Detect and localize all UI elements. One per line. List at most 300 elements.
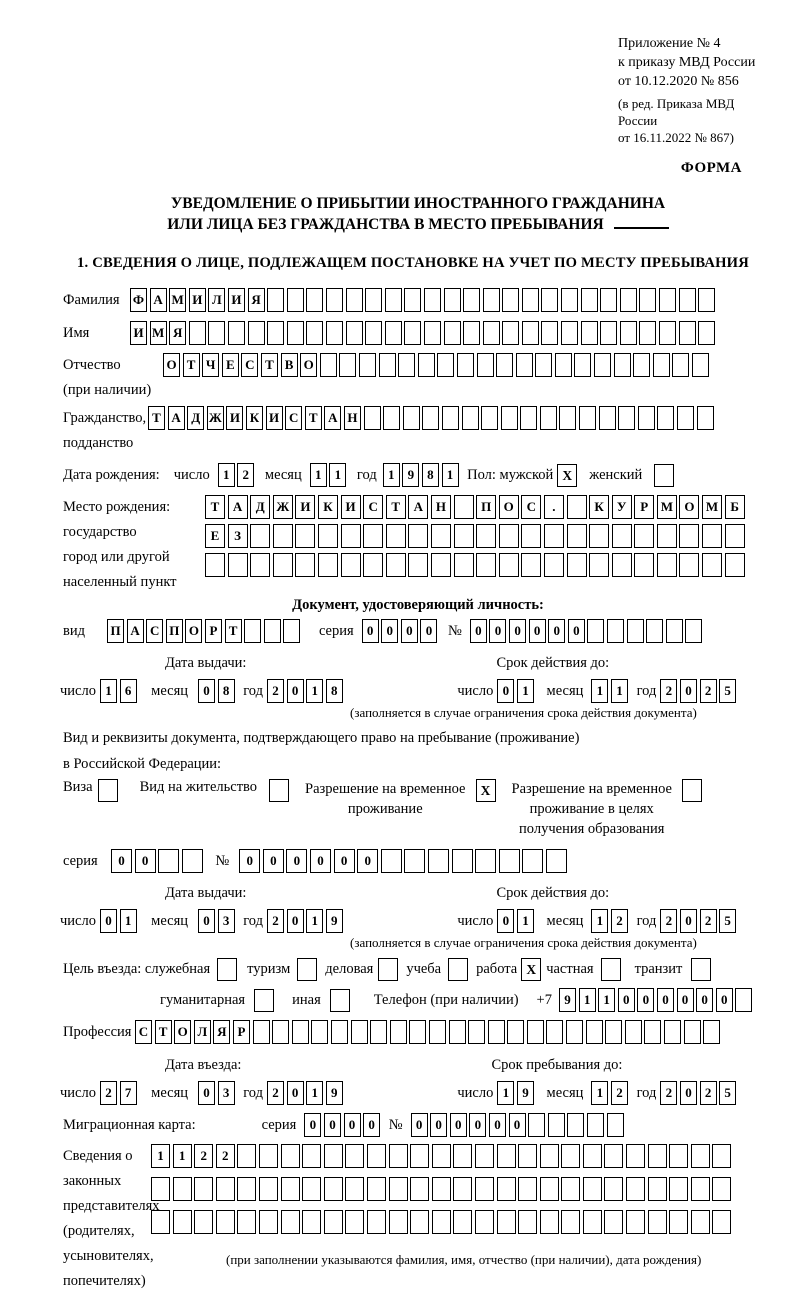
char-cell xyxy=(626,1144,645,1168)
char-cell xyxy=(324,1210,343,1234)
char-cell xyxy=(379,353,396,377)
char-cell xyxy=(703,1020,720,1044)
char-cell: М xyxy=(169,288,186,312)
label-line: населенный пункт xyxy=(63,574,177,590)
doc-issue-year-cells xyxy=(267,679,345,703)
char-cell xyxy=(189,321,206,345)
char-cell xyxy=(644,1020,661,1044)
char-cell: Е xyxy=(222,353,239,377)
char-cell xyxy=(666,619,683,643)
purpose-private-label: частная xyxy=(546,960,594,977)
char-cell xyxy=(712,1210,731,1234)
char-cell xyxy=(463,288,480,312)
char-cell xyxy=(589,524,609,548)
char-cell: И xyxy=(189,288,206,312)
char-cell: 1 xyxy=(517,909,534,933)
profession-label: Профессия xyxy=(63,1023,132,1040)
givenname-label: Имя xyxy=(63,324,90,341)
char-cell xyxy=(410,1210,429,1234)
char-cell xyxy=(367,1144,386,1168)
char-cell xyxy=(561,1177,580,1201)
purpose-transit-checkbox xyxy=(691,958,711,981)
char-cell: 0 xyxy=(411,1113,428,1137)
char-cell xyxy=(295,524,315,548)
char-cell xyxy=(454,553,474,577)
char-cell: С xyxy=(241,353,258,377)
migration-series-label: серия xyxy=(261,1116,297,1133)
migration-card-label: Миграционная карта: xyxy=(63,1116,196,1133)
entry-date-header: Дата въезда: xyxy=(165,1056,242,1073)
char-cell: 0 xyxy=(362,619,379,643)
char-cell: Е xyxy=(205,524,225,548)
form-title xyxy=(60,193,776,235)
char-cell: 0 xyxy=(304,1113,321,1137)
edition-line: от 16.11.2022 № 867) xyxy=(618,130,735,145)
char-cell xyxy=(283,619,300,643)
char-cell: 2 xyxy=(267,679,284,703)
char-cell xyxy=(389,1144,408,1168)
char-cell xyxy=(432,1144,451,1168)
label-line: Гражданство, xyxy=(63,410,147,426)
char-cell xyxy=(581,321,598,345)
char-cell xyxy=(546,849,567,873)
migration-number-cells xyxy=(411,1113,627,1137)
char-cell xyxy=(725,524,745,548)
purpose-other-checkbox xyxy=(330,989,350,1012)
label-line: Разрешение на временное xyxy=(305,781,466,797)
char-cell xyxy=(702,524,722,548)
char-cell xyxy=(385,288,402,312)
char-cell: И xyxy=(130,321,147,345)
row-profession xyxy=(60,1019,776,1045)
char-cell: 0 xyxy=(198,909,215,933)
representatives-line2-cells xyxy=(151,1177,734,1201)
char-cell: 2 xyxy=(611,1081,628,1105)
day-label: число xyxy=(173,466,210,483)
char-cell xyxy=(477,353,494,377)
char-cell: Ч xyxy=(202,353,219,377)
char-cell xyxy=(216,1177,235,1201)
char-cell: Т xyxy=(386,495,406,519)
char-cell xyxy=(639,321,656,345)
char-cell: Б xyxy=(725,495,745,519)
birth-year-cells xyxy=(383,463,461,487)
visa-checkbox xyxy=(98,779,118,802)
char-cell xyxy=(677,406,694,430)
permit-series-label: серия xyxy=(63,852,98,869)
purpose-official-label: Цель въезда: служебная xyxy=(63,960,211,977)
char-cell xyxy=(454,524,474,548)
char-cell xyxy=(281,1177,300,1201)
char-cell: 2 xyxy=(267,909,284,933)
char-cell xyxy=(306,321,323,345)
char-cell xyxy=(453,1210,472,1234)
char-cell xyxy=(182,849,203,873)
char-cell xyxy=(684,1020,701,1044)
char-cell: Т xyxy=(225,619,242,643)
char-cell: 9 xyxy=(517,1081,534,1105)
char-cell xyxy=(463,321,480,345)
char-cell: 0 xyxy=(618,988,635,1012)
label-line: (при наличии) xyxy=(63,382,152,398)
edition-line: (в ред. Приказа МВД России xyxy=(618,96,735,128)
char-cell xyxy=(561,288,578,312)
char-cell xyxy=(292,1020,309,1044)
row-patronymic-cells-col xyxy=(163,353,712,377)
purpose-work-checkbox: X xyxy=(521,958,541,981)
char-cell: 0 xyxy=(401,619,418,643)
char-cell xyxy=(173,1210,192,1234)
char-cell xyxy=(383,406,400,430)
char-cell xyxy=(237,1177,256,1201)
char-cell: 0 xyxy=(509,1113,526,1137)
char-cell xyxy=(605,1020,622,1044)
row-doc-type-series xyxy=(60,618,776,644)
char-cell: 2 xyxy=(194,1144,213,1168)
char-cell: Т xyxy=(148,406,165,430)
char-cell xyxy=(398,353,415,377)
year-label: год xyxy=(636,1084,657,1101)
char-cell xyxy=(507,1020,524,1044)
representatives-line1-cells xyxy=(151,1144,734,1168)
char-cell xyxy=(272,1020,289,1044)
char-cell: 8 xyxy=(218,679,235,703)
char-cell xyxy=(540,406,557,430)
char-cell xyxy=(698,288,715,312)
year-label: год xyxy=(243,682,263,699)
citizenship-cells xyxy=(148,406,716,430)
char-cell xyxy=(541,288,558,312)
char-cell: Р xyxy=(233,1020,250,1044)
char-cell xyxy=(546,1020,563,1044)
doc-valid-day-cells xyxy=(497,679,536,703)
char-cell xyxy=(151,1177,170,1201)
row-entry-date-headers xyxy=(60,1052,776,1078)
char-cell xyxy=(311,1020,328,1044)
char-cell: 1 xyxy=(497,1081,514,1105)
char-cell: 1 xyxy=(383,463,400,487)
birthdate-label: Дата рождения: xyxy=(63,466,160,483)
char-cell xyxy=(544,553,564,577)
char-cell xyxy=(712,1177,731,1201)
birthplace-line3-cells xyxy=(205,553,747,577)
char-cell xyxy=(691,1144,710,1168)
char-cell xyxy=(483,288,500,312)
char-cell xyxy=(698,321,715,345)
char-cell xyxy=(540,1177,559,1201)
char-cell: 5 xyxy=(719,1081,736,1105)
purpose-tourism-label: туризм xyxy=(247,960,291,977)
char-cell xyxy=(381,849,402,873)
char-cell: 2 xyxy=(660,679,677,703)
row-legal-representatives xyxy=(60,1144,776,1294)
patronymic-cells xyxy=(163,353,712,377)
purpose-humanitarian-checkbox xyxy=(254,989,274,1012)
char-cell xyxy=(692,353,709,377)
row-doc-date-headers xyxy=(60,650,776,676)
char-cell: И xyxy=(266,406,283,430)
permit-issue-year-cells xyxy=(267,909,345,933)
permit-series-cells xyxy=(111,849,205,873)
char-cell: О xyxy=(499,495,519,519)
char-cell xyxy=(626,1210,645,1234)
char-cell: Ж xyxy=(207,406,224,430)
char-cell xyxy=(404,849,425,873)
char-cell: . xyxy=(544,495,564,519)
char-cell: С xyxy=(135,1020,152,1044)
char-cell xyxy=(216,1210,235,1234)
char-cell xyxy=(326,288,343,312)
char-cell xyxy=(528,1113,545,1137)
char-cell: 0 xyxy=(198,1081,215,1105)
purpose-study-checkbox xyxy=(448,958,468,981)
permit-valid-month-cells xyxy=(591,909,630,933)
char-cell xyxy=(228,321,245,345)
doc-validity-note: (заполняется в случае ограничения срока действия документа) xyxy=(350,705,697,720)
char-cell: 0 xyxy=(198,679,215,703)
char-cell xyxy=(302,1210,321,1234)
form-title-line1: УВЕДОМЛЕНИЕ О ПРИБЫТИИ ИНОСТРАННОГО ГРАЖДАНИНА xyxy=(170,195,666,212)
doc-series-label: серия xyxy=(318,622,354,639)
char-cell: 2 xyxy=(267,1081,284,1105)
char-cell xyxy=(365,288,382,312)
char-cell xyxy=(583,1177,602,1201)
char-cell xyxy=(442,406,459,430)
char-cell xyxy=(501,406,518,430)
char-cell xyxy=(589,553,609,577)
char-cell xyxy=(627,619,644,643)
char-cell: Н xyxy=(431,495,451,519)
char-cell xyxy=(496,353,513,377)
char-cell xyxy=(331,1020,348,1044)
char-cell xyxy=(428,849,449,873)
char-cell xyxy=(253,1020,270,1044)
char-cell: 0 xyxy=(568,619,585,643)
field-label xyxy=(63,353,163,403)
doc-type-label: вид xyxy=(63,622,85,639)
char-cell: 9 xyxy=(402,463,419,487)
citizenship-cells xyxy=(148,406,716,430)
purpose-other-label: иная xyxy=(292,991,321,1008)
doc-valid-year-cells xyxy=(660,679,738,703)
char-cell xyxy=(566,1020,583,1044)
char-cell xyxy=(385,321,402,345)
char-cell xyxy=(555,353,572,377)
char-cell: З xyxy=(228,524,248,548)
row-birthplace xyxy=(60,495,776,595)
char-cell: 0 xyxy=(344,1113,361,1137)
char-cell xyxy=(521,553,541,577)
char-cell: 0 xyxy=(696,988,713,1012)
char-cell xyxy=(476,553,496,577)
char-cell xyxy=(481,406,498,430)
char-cell: 0 xyxy=(357,849,378,873)
char-cell: Ф xyxy=(130,288,147,312)
char-cell: 0 xyxy=(286,849,307,873)
char-cell xyxy=(679,288,696,312)
char-cell xyxy=(306,288,323,312)
char-cell: 1 xyxy=(591,679,608,703)
visa-label: Виза xyxy=(63,779,93,795)
char-cell xyxy=(475,849,496,873)
char-cell xyxy=(194,1177,213,1201)
char-cell xyxy=(607,1113,624,1137)
char-cell xyxy=(604,1210,623,1234)
char-cell xyxy=(648,1144,667,1168)
char-cell xyxy=(648,1210,667,1234)
char-cell: А xyxy=(150,288,167,312)
birthplace-line2-cells xyxy=(205,524,747,548)
char-cell xyxy=(646,619,663,643)
char-cell xyxy=(351,1020,368,1044)
permit-valid-year-cells xyxy=(660,909,738,933)
doc-valid-month-cells xyxy=(591,679,630,703)
char-cell: 0 xyxy=(363,1113,380,1137)
birthplace-line2-cells xyxy=(205,524,747,548)
identity-doc-heading: Документ, удостоверяющий личность: xyxy=(292,597,544,613)
row-citizenship xyxy=(60,406,776,456)
char-cell xyxy=(287,288,304,312)
purpose-study-label: учеба xyxy=(406,960,442,977)
char-cell: О xyxy=(185,619,202,643)
char-cell xyxy=(345,1144,364,1168)
label-line: проживание в целях xyxy=(529,801,654,817)
char-cell xyxy=(697,406,714,430)
char-cell xyxy=(599,406,616,430)
purpose-work-label: работа xyxy=(476,960,518,977)
char-cell: 8 xyxy=(326,679,343,703)
char-cell xyxy=(659,288,676,312)
char-cell xyxy=(237,1144,256,1168)
char-cell xyxy=(363,524,383,548)
label-line: получения образования xyxy=(519,821,665,837)
birthplace-line1-cells xyxy=(205,495,747,519)
field-label xyxy=(63,1144,160,1294)
char-cell xyxy=(250,524,270,548)
char-cell: 0 xyxy=(310,849,331,873)
char-cell: Р xyxy=(205,619,222,643)
residence-permit-label: Вид на жительство xyxy=(139,779,258,795)
residence-doc-intro-line2: в Российской Федерации: xyxy=(63,756,222,772)
stay-year-cells xyxy=(660,1081,738,1105)
issue-date-header: Дата выдачи: xyxy=(165,884,247,901)
char-cell xyxy=(540,1210,559,1234)
char-cell xyxy=(522,321,539,345)
char-cell xyxy=(476,524,496,548)
char-cell: В xyxy=(281,353,298,377)
char-cell xyxy=(518,1177,537,1201)
char-cell: М xyxy=(657,495,677,519)
valid-until-header: Срок действия до: xyxy=(496,654,610,671)
char-cell xyxy=(516,353,533,377)
char-cell xyxy=(431,553,451,577)
char-cell xyxy=(600,288,617,312)
char-cell: П xyxy=(166,619,183,643)
char-cell: Т xyxy=(155,1020,172,1044)
char-cell xyxy=(259,1210,278,1234)
char-cell: 0 xyxy=(657,988,674,1012)
char-cell: 0 xyxy=(420,619,437,643)
char-cell xyxy=(404,321,421,345)
phone-cells xyxy=(559,988,755,1012)
char-cell xyxy=(653,353,670,377)
phone-prefix: +7 xyxy=(536,991,552,1008)
day-label: число xyxy=(60,682,96,699)
char-cell: 3 xyxy=(218,909,235,933)
char-cell xyxy=(302,1177,321,1201)
char-cell: 0 xyxy=(324,1113,341,1137)
doc-series-cells xyxy=(362,619,440,643)
representatives-line3-cells xyxy=(151,1210,734,1234)
label-line: Сведения о xyxy=(63,1148,133,1164)
month-label: месяц xyxy=(546,682,584,699)
char-cell xyxy=(648,1177,667,1201)
char-cell xyxy=(702,553,722,577)
char-cell xyxy=(520,406,537,430)
sex-male-label: Пол: мужской xyxy=(467,466,554,483)
char-cell: 0 xyxy=(135,849,156,873)
birth-month-cells xyxy=(310,463,349,487)
char-cell: 0 xyxy=(716,988,733,1012)
char-cell: 1 xyxy=(591,909,608,933)
char-cell: Д xyxy=(187,406,204,430)
char-cell: 0 xyxy=(680,679,697,703)
char-cell: С xyxy=(146,619,163,643)
char-cell xyxy=(669,1210,688,1234)
char-cell: 0 xyxy=(334,849,355,873)
char-cell xyxy=(418,353,435,377)
char-cell xyxy=(725,553,745,577)
char-cell: 8 xyxy=(422,463,439,487)
row-permit-date-headers xyxy=(60,880,776,906)
char-cell xyxy=(497,1177,516,1201)
char-cell xyxy=(735,988,752,1012)
month-label: месяц xyxy=(264,466,302,483)
char-cell xyxy=(326,321,343,345)
label-line: усыновителях, xyxy=(63,1248,154,1264)
char-cell: И xyxy=(341,495,361,519)
representatives-line2-cells xyxy=(151,1177,734,1201)
char-cell: 0 xyxy=(381,619,398,643)
char-cell: 0 xyxy=(450,1113,467,1137)
char-cell xyxy=(267,288,284,312)
char-cell xyxy=(341,524,361,548)
char-cell xyxy=(422,406,439,430)
char-cell xyxy=(540,1144,559,1168)
temp-residence-education-checkbox xyxy=(682,779,702,802)
appendix-line: от 10.12.2020 № 856 xyxy=(618,74,739,89)
phone-label: Телефон (при наличии) xyxy=(373,991,519,1008)
char-cell xyxy=(618,406,635,430)
char-cell: М xyxy=(150,321,167,345)
char-cell xyxy=(318,553,338,577)
char-cell xyxy=(561,1210,580,1234)
label-line: (родителях, xyxy=(63,1223,135,1239)
char-cell: И xyxy=(228,288,245,312)
label-line: подданство xyxy=(63,435,134,451)
char-cell xyxy=(634,553,654,577)
char-cell xyxy=(453,1177,472,1201)
doc-issue-month-cells xyxy=(198,679,237,703)
edition-block xyxy=(618,95,776,146)
char-cell xyxy=(612,524,632,548)
char-cell xyxy=(691,1177,710,1201)
char-cell xyxy=(287,321,304,345)
char-cell xyxy=(522,288,539,312)
char-cell: 0 xyxy=(287,1081,304,1105)
doc-type-cells xyxy=(107,619,303,643)
char-cell: Л xyxy=(208,288,225,312)
